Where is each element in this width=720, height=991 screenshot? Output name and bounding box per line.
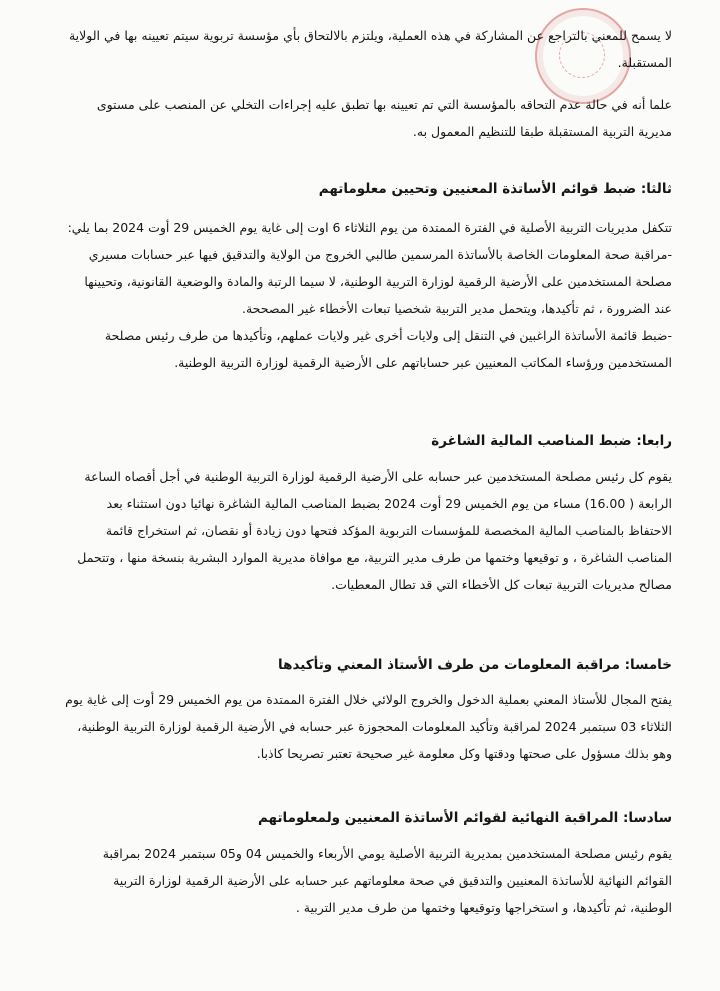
text-line: الاحتفاظ بالمناصب المالية المخصصة للمؤسسات التربوية المؤكد فتحها دون زيادة أو نقصان، ثم استخراج قائمة [105, 523, 672, 538]
text-line: -مراقبة صحة المعلومات الخاصة بالأساتذة المرسمين طالبي الخروج من الولاية والتدقيق فيها عبر حسابات مسيري [88, 247, 672, 262]
text-line: الرابعة ( 16.00) مساء من يوم الخميس 29 أوت 2024 بضبط المناصب المالية الشاغرة نهائيا دون استثناء بعد [106, 496, 672, 511]
text-line: الثلاثاء 03 سبتمبر 2024 لمراقبة وتأكيد المعلومات المحجوزة عبر حسابه في الأرضية الرقمية لوزارة التربية الوطنية، [77, 719, 672, 734]
section-5-body [46, 686, 672, 767]
text-line: عند الضرورة ، ثم تأكيدها، ويتحمل مدير التربية شخصيا تبعات الأخطاء غير المصححة. [242, 301, 672, 316]
section-4-heading: رابعا: ضبط المناصب المالية الشاغرة [431, 433, 672, 449]
text-line: مديرية التربية المستقبلة طبقا للتنظيم المعمول به. [412, 124, 672, 139]
text-line: -ضبط قائمة الأساتذة الراغبين في التنقل إلى ولايات أخرى غير ولايات عملهم، وتأكيدها من طرف رئيس مصلحة [104, 328, 672, 343]
text-line: المناصب الشاغرة ، و توقيعها وختمها من طرف مدير التربية، مع موافاة مديرية الموارد البشرية بنسخة منها ، وتتحمل [77, 550, 672, 565]
intro-paragraph-1 [46, 22, 672, 76]
text-line: يفتح المجال للأستاذ المعني بعملية الدخول والخروج الولائي خلال الفترة الممتدة من يوم الخميس 29 أوت إلى غاية يوم [65, 692, 672, 707]
text-line: يقوم رئيس مصلحة المستخدمين بمديرية التربية الأصلية يومي الأربعاء والخميس 04 و05 سبتمبر 2024 بمراقبة [102, 846, 672, 861]
text-line: المستخدمين ورؤساء المكاتب المعنيين عبر حساباتهم على الأرضية الرقمية لوزارة التربية الوطنية. [174, 355, 672, 370]
text-line: تتكفل مديريات التربية الأصلية في الفترة الممتدة من يوم الثلاثاء 6 اوت إلى غاية يوم الخميس 29 أوت 2024 بما يلي: [67, 220, 672, 235]
text-line: وهو بذلك مسؤول على صحتها ودقتها وكل معلومة غير صحيحة تعتبر تصريحا كاذبا. [256, 746, 672, 761]
text-line: لا يسمح للمعني بالتراجع عن المشاركة في هذه العملية، ويلتزم بالالتحاق بأي مؤسسة تربوية سيتم تعيينه بها في الولاية [68, 28, 672, 43]
section-4-body [46, 463, 672, 598]
section-3-body [46, 214, 672, 376]
text-line: المستقبلة. [617, 55, 672, 70]
section-6-body [46, 840, 672, 921]
section-6-heading: سادسا: المراقبة النهائية لقوائم الأساتذة المعنيين ولمعلوماتهم [257, 810, 672, 826]
text-line: مصلحة المستخدمين على الأرضية الرقمية لوزارة التربية الوطنية، لا سيما الرتبة والمادة والوضعية القانونية، وتحيينها [84, 274, 672, 289]
section-5-heading: خامسا: مراقبة المعلومات من طرف الأستاذ المعني وتأكيدها [278, 657, 672, 673]
text-line: علما أنه في حالة عدم التحاقه بالمؤسسة التي تم تعيينه بها تطبق عليه إجراءات التخلي عن المنصب على مستوى [96, 97, 672, 112]
intro-paragraph-2 [46, 91, 672, 145]
text-line: الوطنية، ثم تأكيدها، و استخراجها وتوقيعها وختمها من طرف مدير التربية . [295, 900, 672, 915]
section-3-heading: ثالثا: ضبط قوائم الأساتذة المعنيين وتحيين معلوماتهم [318, 181, 672, 197]
text-line: القوائم النهائية للأساتذة المعنيين والتدقيق في صحة معلوماتهم عبر حسابه على الأرضية الرقمية لوزارة التربية [113, 873, 672, 888]
text-line: مصالح مديريات التربية تبعات كل الأخطاء التي قد تطال المعطيات. [331, 577, 672, 592]
text-line: يقوم كل رئيس مصلحة المستخدمين عبر حسابه على الأرضية الرقمية لوزارة التربية الوطنية في أجل أقصاه الساعة [84, 469, 672, 484]
